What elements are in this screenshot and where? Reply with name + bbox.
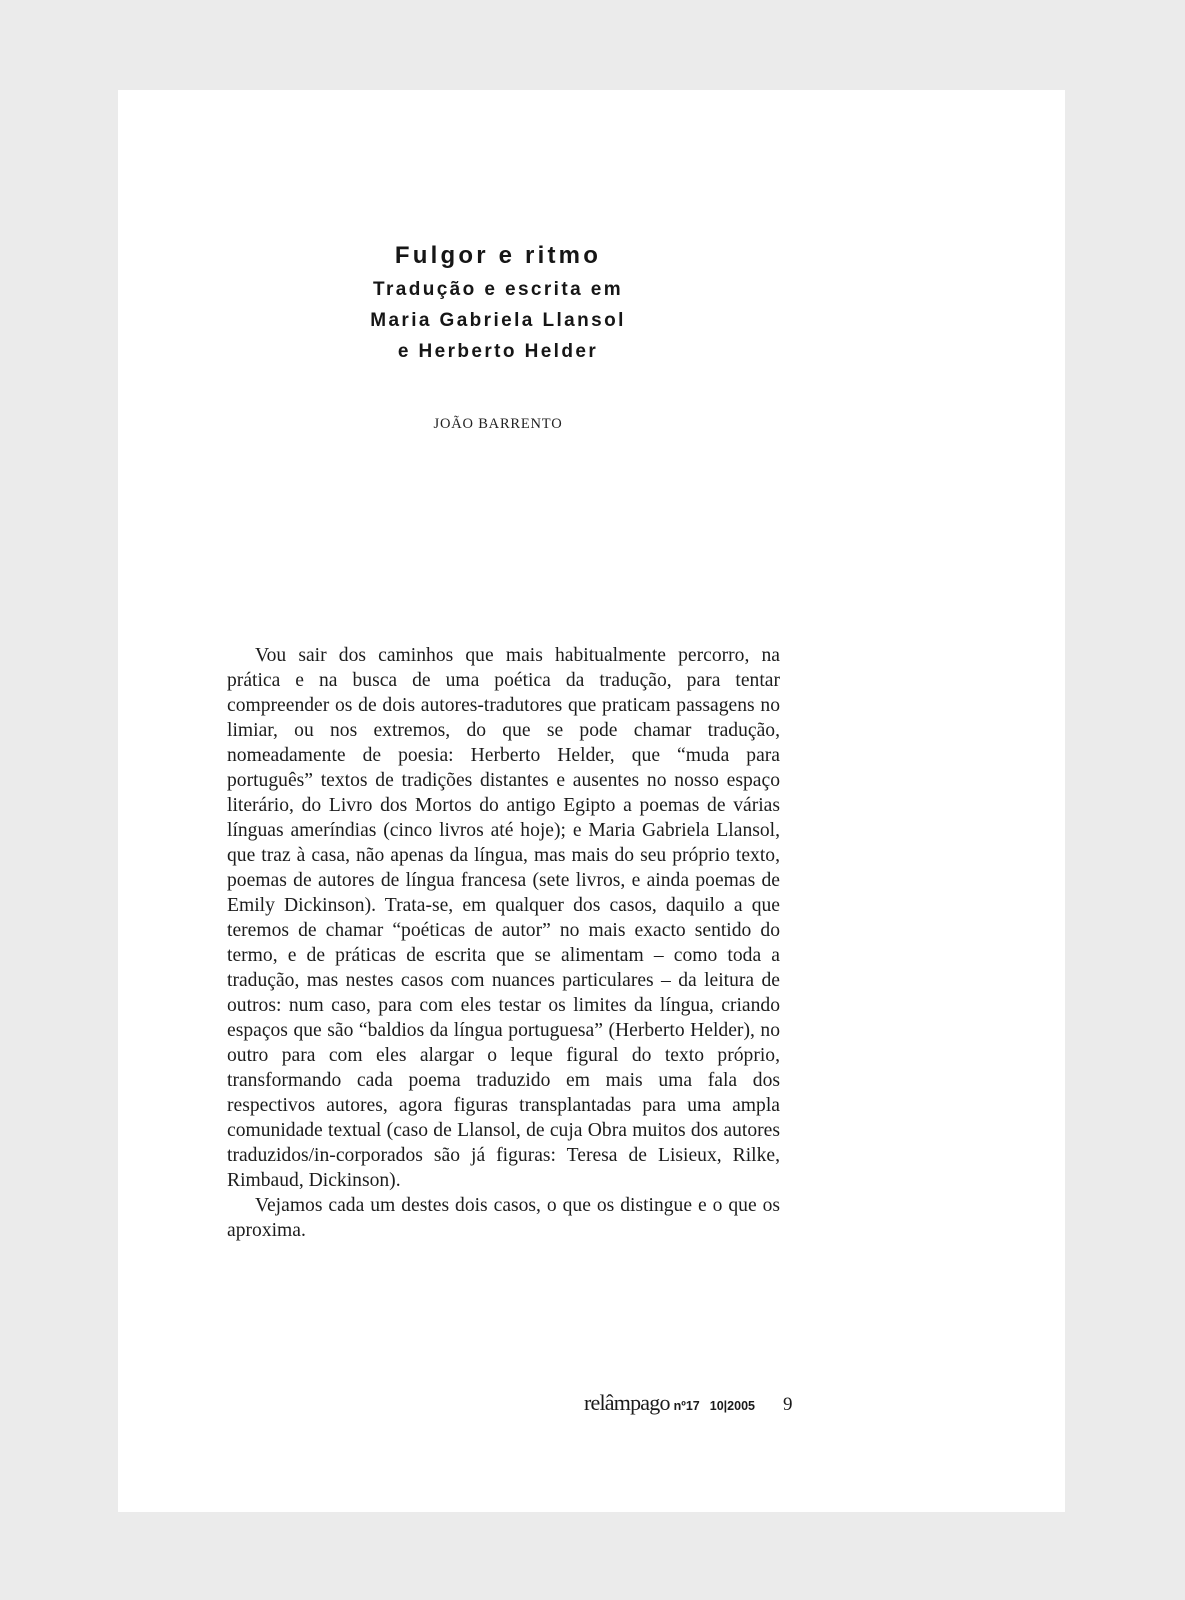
page-footer (584, 1390, 792, 1420)
title-block (118, 242, 878, 367)
article-body (227, 643, 780, 1243)
body-paragraph-2: Vejamos cada um destes dois casos, o que os distingue e o que os aproxima. (227, 1195, 780, 1241)
document-page (118, 90, 1065, 1512)
footer-magazine-name: relâmpago (584, 1390, 670, 1415)
footer-issue-number: nº17 (673, 1399, 700, 1413)
page-number: 9 (782, 1394, 793, 1415)
article-author: JOÃO BARRENTO (433, 416, 563, 432)
body-paragraph-1: Vou sair dos caminhos que mais habitualmente percorro, na prática e na busca de uma poética da tradução, para tentar compreender os de dois autores-tradutores que praticam passagens no limiar, ou nos extremos, do que se pode chamar tradução, nomeadamente de poesia: Herberto Helder, que “muda para português” textos de tradições distantes e ausentes no nosso espaço literário, do Livro dos Mortos do antigo Egipto a poemas de várias línguas ameríndias (cinco livros até hoje); e Maria Gabriela Llansol, que traz à casa, não apenas da língua, mas mais do seu próprio texto, poemas de autores de língua francesa (sete livros, e ainda poemas de Emily Dickinson). Trata-se, em qualquer dos casos, daquilo a que teremos de chamar “poéticas de autor” no mais exacto sentido do termo, e de práticas de escrita que se alimentam – como toda a tradução, mas nestes casos com nuances particulares – da leitura de outros: num caso, para com eles testar os limites da língua, criando espaços que são “baldios da língua portuguesa” (Herberto Helder), no outro para com eles alargar o leque figural do texto próprio, transformando cada poema traduzido em mais uma fala dos respectivos autores, agora figuras transplantadas para uma ampla comunidade textual (caso de Llansol, de cuja Obra muitos dos autores traduzidos/in-corporados são já figuras: Teresa de Lisieux, Rilke, Rimbaud, Dickinson). (227, 645, 780, 1191)
article-subtitle-line-2: Maria Gabriela Llansol (370, 310, 626, 331)
article-subtitle-line-1: Tradução e escrita em (372, 279, 623, 300)
article-title: Fulgor e ritmo (394, 242, 602, 269)
footer-issue-date: 10|2005 (709, 1399, 755, 1413)
article-subtitle-line-3: e Herberto Helder (397, 341, 599, 362)
